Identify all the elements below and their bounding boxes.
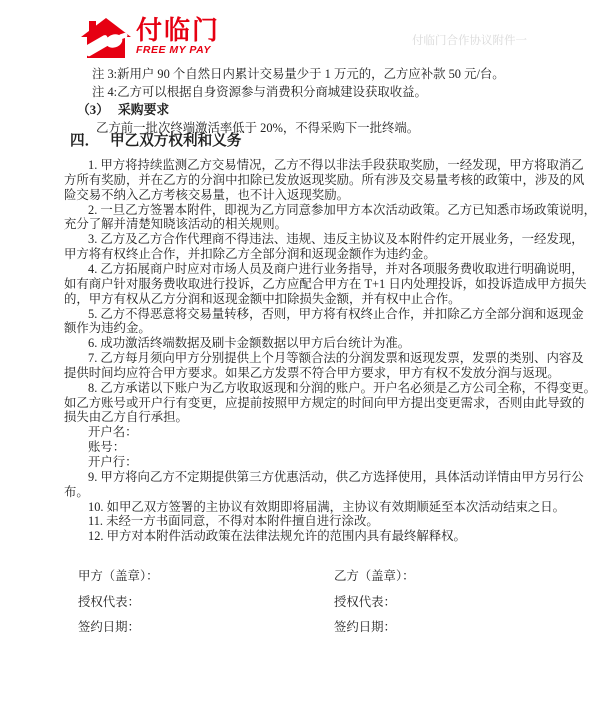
procurement-body: 乙方前一批次终端激活率低于 20%，不得采购下一批终端。 [96, 121, 420, 135]
clause-line: 3. 乙方及乙方合作代理商不得违法、违规、违反主协议及本附件约定开展业务，一经发现， [88, 232, 584, 247]
clause-line: 方所有奖励，并在乙方的分润中扣除已发放返现奖励。所有涉及交易量考核的政策中，涉及的风 [64, 172, 585, 187]
clause-line: 5. 乙方不得恶意将交易量转移，否则，甲方将有权终止合作，并扣除乙方全部分润和返现金 [88, 306, 584, 321]
clause-line: 1. 甲方将持续监测乙方交易情况，乙方不得以非法手段获取奖励，一经发现，甲方将取消乙 [88, 158, 584, 172]
brand-text [136, 17, 220, 56]
clause-line: 10. 如甲乙双方签署的主协议有效期即将届满，主协议有效期顺延至本次活动结束之日。 [88, 499, 566, 514]
brand-logo [80, 17, 220, 64]
clause-line: 损失由乙方自行承担。 [64, 410, 188, 425]
clause-line: 充分了解并清楚知晓该活动的相关规则。 [64, 217, 288, 232]
clause-line: 提供时间均应符合甲方要求。如果乙方发票不符合甲方要求，甲方有权不发放分润与返现。 [64, 365, 560, 380]
clause-line: 12. 甲方对本附件活动政策在法律法规允许的范围内具有最终解释权。 [88, 529, 466, 544]
signature-line: 签约日期： [78, 620, 140, 635]
clause-line: 额作为违约金。 [64, 321, 151, 336]
house-card-icon [80, 17, 132, 64]
clause-line: 2. 一旦乙方签署本附件，即视为乙方同意参加甲方本次活动政策。乙方已知悉市场政策说明， [88, 202, 597, 217]
clause-line: 6. 成功激活终端数据及刷卡金额数据以甲方后台统计为准。 [88, 336, 411, 351]
clause-line: 账号： [88, 440, 126, 455]
clause-line: 7. 乙方每月须向甲方分别提供上个月等额合法的分润发票和返现发票，发票的类别、内容及 [88, 351, 584, 366]
clause-line: 布。 [64, 484, 89, 499]
clause-line: 9. 甲方将向乙方不定期提供第三方优惠活动，供乙方选择使用，具体活动详情由甲方另行公 [88, 469, 584, 484]
signature-line: 签约日期： [334, 620, 396, 635]
note-3: 注 3:新用户 90 个自然日内累计交易量少于 1 万元的，乙方应补款 50 元/台。 [92, 67, 505, 81]
signature-party-a [78, 570, 159, 647]
section-heading-num: 四． [70, 133, 100, 149]
signature-line: 乙方（盖章）： [334, 569, 415, 583]
clause-line: 的，甲方有权从乙方分润和返现金额中扣除损失金额，并有权中止合作。 [64, 291, 461, 306]
clause-line: 甲方将有权终止合作，并扣除乙方全部分润和返现金额作为违约金。 [64, 247, 436, 262]
clause-line: 如乙方账号或开户行有变更，应提前按照甲方规定的时间向甲方提出变更需求，否则由此导致的 [64, 395, 585, 410]
signature-line: 授权代表： [78, 594, 140, 609]
doc-ref-watermark: 付临门合作协议附件一 [412, 35, 527, 47]
clause-line: 险交易不纳入乙方考核交易量，也不计入返现奖励。 [64, 187, 349, 202]
clause-line: 开户名： [88, 425, 138, 440]
clause-line: 8. 乙方承诺以下账户为乙方收取返现和分润的账户。开户名必须是乙方公司全称，不得变更。 [88, 380, 597, 395]
clause-line: 11. 未经一方书面同意，不得对本附件擅自进行涂改。 [88, 514, 379, 529]
procurement-heading-num: （3） [77, 103, 109, 117]
procurement-heading-title: 采购要求 [118, 103, 170, 117]
brand-name-en: FREE MY PAY [136, 44, 211, 56]
note-4: 注 4:乙方可以根据自身资源参与消费积分商城建设获取收益。 [92, 85, 427, 99]
clause-line: 如有商户针对服务费收取进行投诉，乙方应配合甲方在 T+1 日内处理投诉，如投诉造成甲方损失 [64, 276, 587, 291]
brand-name-cn: 付临门 [136, 15, 221, 45]
signature-line: 授权代表： [334, 594, 396, 609]
clause-line: 开户行： [88, 455, 138, 469]
clause-line: 4. 乙方拓展商户时应对市场人员及商户进行业务指导，并对各项服务费收取进行明确说明， [88, 261, 584, 276]
section-heading-title: 甲乙双方权利和义务 [110, 133, 242, 149]
signature-party-b [334, 570, 415, 647]
signature-line: 甲方（盖章）： [78, 569, 159, 583]
